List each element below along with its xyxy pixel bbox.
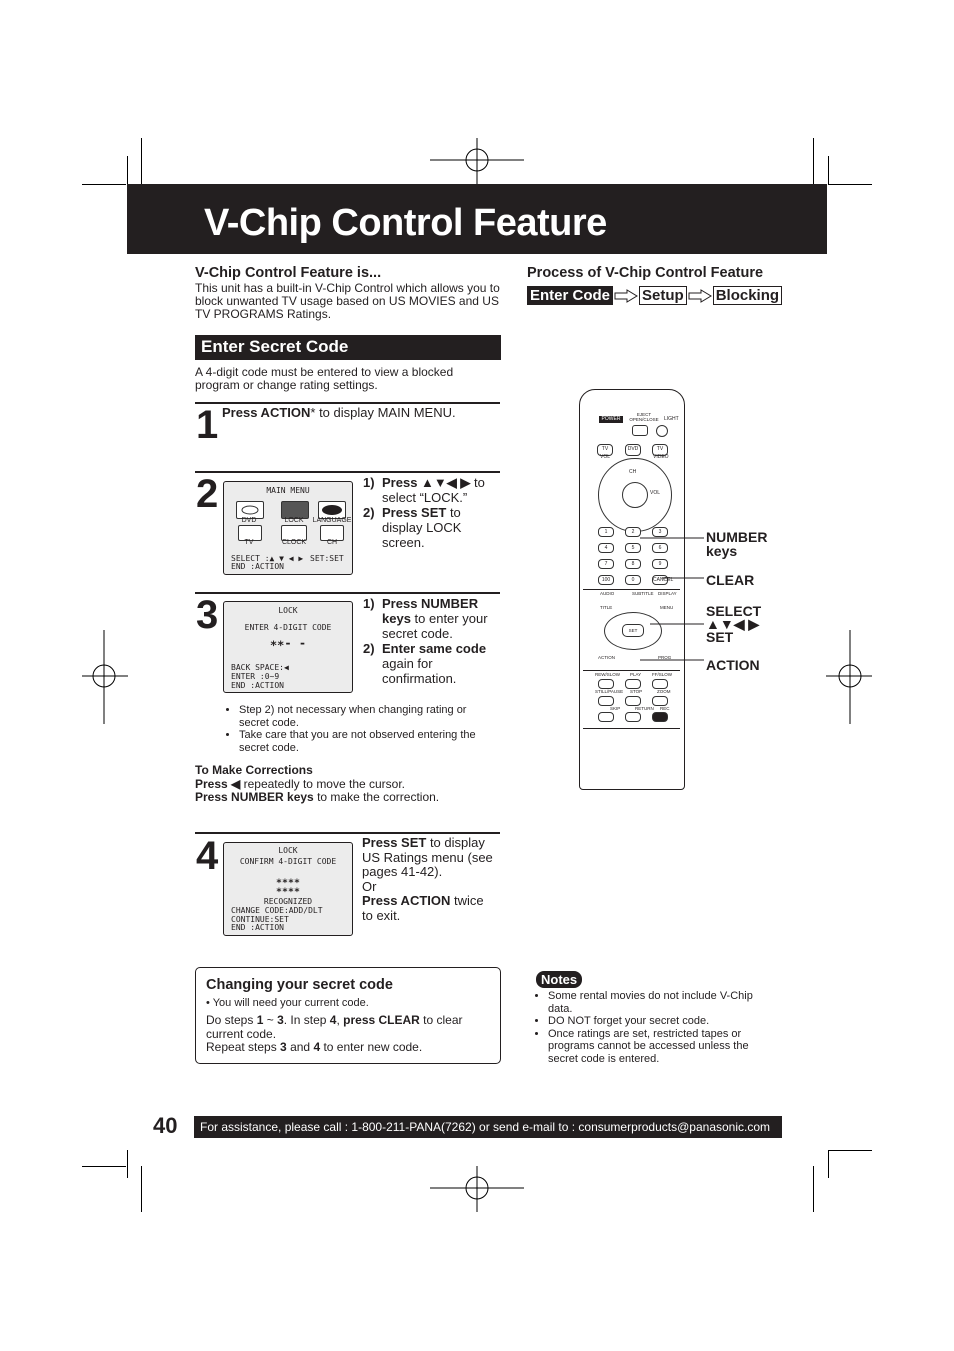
remote-audio-label: AUDIO [600, 591, 615, 596]
step-divider [195, 402, 500, 404]
play-icon [625, 679, 641, 689]
remote-label-select: SELECT [706, 603, 762, 619]
crop-mark [127, 156, 128, 184]
crop-mark [82, 1166, 126, 1167]
remote-power-key: POWER [599, 416, 623, 423]
screen-enter-code-line: ENTER 4-DIGIT CODE [244, 623, 332, 632]
crop-mark [828, 184, 872, 185]
crop-mark [127, 1150, 128, 1178]
crop-mark [82, 184, 126, 185]
step2-i2-bold: Press SET [382, 505, 447, 520]
remote-dpad-ring [598, 458, 672, 532]
step-number-3: 3 [196, 593, 219, 637]
step1-text [222, 405, 502, 420]
remote-key-6: 6 [652, 543, 668, 553]
rec-icon [652, 712, 668, 722]
screen-title: MAIN MENU [266, 486, 310, 495]
remote-menu-label: MENU [660, 605, 674, 610]
step-number-2: 2 [196, 472, 219, 516]
screen-set-line: SET:SET [310, 554, 344, 563]
remote-rew-label: REW/SLOW [595, 672, 621, 677]
remote-key-1: 1 [598, 527, 614, 537]
eject-icon [632, 425, 648, 436]
arrow-keys-icon: ▲▼◀ ▶ [706, 616, 760, 632]
step1-rest: to display MAIN MENU. [315, 405, 456, 420]
step-divider [195, 471, 500, 473]
remote-label-clear: CLEAR [706, 572, 755, 588]
remote-dvd-key: DVD [625, 444, 641, 456]
step3-i2-bold: Enter same code [382, 641, 487, 656]
changing-p1b: 1 [256, 1013, 264, 1027]
step-number-1: 1 [196, 403, 219, 447]
remote-tvvol-key: TV VOL [597, 444, 613, 456]
step1-star: * [310, 405, 316, 420]
skip-icon [598, 712, 614, 722]
rewind-icon [598, 679, 614, 689]
remote-key-8: 8 [625, 559, 641, 569]
registration-mark-left [82, 630, 128, 724]
changing-p1d: 3 [277, 1013, 284, 1027]
fast-forward-icon [652, 679, 668, 689]
step4-instructions [362, 836, 497, 924]
title-banner [127, 184, 827, 254]
screen-back-line: BACK SPACE:◀ [231, 663, 289, 672]
list-item: • Some rental movies do not include V-Chip data. [548, 990, 764, 1015]
remote-key-2: 2 [625, 527, 641, 537]
changing-p1e: . In step [283, 1013, 330, 1027]
remote-rec-label: REC [660, 706, 670, 711]
icon-label-language: LANGUAGE [312, 517, 352, 524]
step4-or: Or [362, 878, 377, 894]
icon-label-clock: CLOCK [281, 539, 307, 546]
process-step-blocking: Blocking [713, 286, 782, 305]
changing-p1f: 4 [329, 1013, 337, 1027]
stop-icon [625, 696, 641, 706]
remote-tvvideo-key: TV VIDEO [653, 446, 669, 460]
crop-mark [828, 1150, 829, 1178]
icon-label-lock: LOCK [284, 517, 304, 524]
step2-instructions [363, 475, 498, 550]
crop-mark [813, 138, 814, 184]
step2-i1-bold: Press [382, 475, 422, 490]
screen-change-line: CHANGE CODE:ADD/DLT [231, 906, 323, 915]
arrow-right-icon [613, 289, 639, 303]
page-title: V-Chip Control Feature [204, 202, 607, 244]
step4-r2: twice to exit. [362, 893, 484, 923]
remote-label-action: ACTION [706, 657, 760, 673]
remote-stop-label: STOP [630, 689, 643, 694]
changing-p1i: to clear current code. [206, 1013, 463, 1041]
remote-skip-label: SKIP [610, 706, 621, 711]
step3-i1-num: 1) [363, 596, 375, 611]
list-item: • Take care that you are not observed entering the secret code. [239, 729, 495, 754]
remote-key-7: 7 [598, 559, 614, 569]
remote-display-label: DISPLAY [658, 591, 677, 596]
remote-key-4: 4 [598, 543, 614, 553]
remote-label-set: SET [706, 629, 734, 645]
remote-play-label: PLAY [630, 672, 642, 677]
remote-set-key: SET [622, 624, 644, 637]
step2-i2-rest: to display LOCK screen. [382, 505, 462, 550]
intro-heading: V-Chip Control Feature is... [195, 265, 382, 281]
screen-code-2: ∗∗∗∗ [275, 885, 301, 896]
registration-mark-top [430, 138, 524, 184]
process-step-setup: Setup [639, 286, 687, 305]
changing-bullet: • You will need your current code. [206, 997, 369, 1009]
remote-eject-label: EJECT OPEN/CLOSE [629, 412, 659, 422]
step3-instructions [363, 596, 498, 686]
screen-end-line: END :ACTION [231, 562, 284, 571]
changing-p1h: press CLEAR [343, 1013, 420, 1027]
corrections-heading: To Make Corrections [195, 763, 313, 777]
remote-light-label: LIGHT [664, 416, 679, 422]
step3-i1-rest: to enter your secret code. [382, 611, 488, 641]
screen-select-line: SELECT :▲ ▼ ◀ ▶ [231, 554, 304, 563]
changing-p1a: Do steps [206, 1013, 257, 1027]
registration-mark-right [826, 630, 872, 724]
registration-mark-bottom [430, 1166, 524, 1212]
corrections-l2-bold: Press NUMBER keys [195, 790, 314, 804]
remote-subtitle-label: SUBTITLE [632, 591, 654, 596]
remote-zoom-label: ZOOM [657, 689, 671, 694]
zoom-icon [652, 696, 668, 706]
corrections-l2-rest: to make the correction. [313, 790, 440, 804]
pause-icon [598, 696, 614, 706]
step1-bold: Press ACTION [222, 405, 311, 420]
process-heading: Process of V-Chip Control Feature [527, 265, 764, 281]
changing-p1g: , [336, 1013, 344, 1027]
icon-label-ch: CH [326, 539, 338, 546]
remote-ffwd-label: FF/SLOW [652, 672, 672, 677]
crop-mark [828, 1150, 872, 1151]
remote-label-number-keys: NUMBER keys [706, 529, 768, 559]
screen-title: LOCK [278, 846, 298, 855]
remote-return-label: RETURN [635, 706, 654, 711]
arrow-right-icon [687, 289, 713, 303]
corrections-l1-bold: Press ◀ [195, 776, 241, 791]
notes-badge: Notes [536, 971, 582, 988]
step3-i2-num: 2) [363, 641, 375, 656]
remote-key-0: 0 [625, 575, 641, 585]
step4-b1: Press SET [362, 835, 427, 850]
changing-code-box [195, 967, 501, 1064]
main-menu-screen [223, 481, 353, 575]
step2-i2-num: 2) [363, 505, 375, 520]
step2-i1-num: 1) [363, 475, 375, 490]
step3-i1-bold: Press NUMBER keys [382, 596, 479, 626]
screen-title: LOCK [278, 606, 298, 615]
step-divider [195, 832, 500, 834]
remote-cancel-key: CANCEL [653, 577, 674, 583]
changing-heading: Changing your secret code [206, 977, 393, 993]
list-item: • DO NOT forget your secret code. [548, 1015, 764, 1028]
step-divider [195, 592, 500, 594]
changing-p2a: Repeat steps [206, 1040, 281, 1054]
remote-key-9: 9 [652, 559, 668, 569]
step4-r1: to display US Ratings menu (see pages 41-42). [362, 835, 493, 880]
step4-b2: Press ACTION [362, 893, 451, 909]
step2-i1-rest: to select “LOCK.” [382, 475, 485, 505]
screen-continue-line: CONTINUE:SET [231, 915, 289, 924]
crop-mark [141, 1166, 142, 1212]
list-item: • Step 2) not necessary when changing rating or secret code. [239, 704, 495, 729]
arrow-keys-icon: ▲▼◀ ▶ [421, 475, 471, 490]
crop-mark [813, 1166, 814, 1212]
changing-p2e: to enter new code. [320, 1040, 423, 1054]
crop-mark [141, 138, 142, 184]
changing-p2d: 4 [313, 1040, 321, 1054]
corrections-block [195, 764, 500, 805]
screen-recognized: RECOGNIZED [263, 897, 313, 906]
screen-enter-line: ENTER :0~9 [231, 672, 280, 681]
remote-ch-label: CH [629, 469, 637, 475]
corrections-l1-rest: repeatedly to move the cursor. [240, 776, 406, 791]
footer-bar: For assistance, please call : 1-800-211-PANA(7262) or send e-mail to : consumerproducts@panasonic.com [194, 1116, 782, 1138]
icon-label-dvd: DVD [241, 517, 257, 524]
secret-text: A 4-digit code must be entered to view a blocked program or change rating settings. [195, 365, 454, 392]
step3-notes [225, 704, 495, 754]
screen-code: ∗∗- - [269, 636, 307, 650]
remote-vol-label: VOL [650, 490, 661, 496]
list-item: • Once ratings are set, restricted tapes or programs cannot be accessed unless the secret code is entered. [548, 1028, 764, 1066]
page-number: 40 [153, 1113, 178, 1138]
remote-action-label: ACTION [598, 655, 616, 660]
remote-key-3: 3 [652, 527, 668, 537]
remote-still-label: STILL/PAUSE [595, 689, 624, 694]
remote-title-label: TITLE [600, 605, 613, 610]
lock-screen [223, 601, 353, 693]
step3-i2-rest: again for confirmation. [382, 656, 457, 686]
return-icon [625, 712, 641, 722]
crop-mark [828, 156, 829, 184]
process-flow [527, 286, 782, 305]
step-number-4: 4 [196, 834, 219, 878]
intro-text: This unit has a built-in V-Chip Control which allows you to block unwanted TV usage based on US MOVIES and US TV PROGRAMS Ratings. [195, 281, 500, 321]
changing-p1c: ~ [263, 1013, 278, 1027]
changing-p2c: and [286, 1040, 314, 1054]
light-icon [656, 425, 668, 437]
notes-list [534, 990, 764, 1065]
screen-end-line: END :ACTION [231, 681, 284, 690]
section-heading-enter-secret-code: Enter Secret Code [195, 335, 501, 360]
process-step-enter-code: Enter Code [527, 286, 613, 305]
remote-key-5: 5 [625, 543, 641, 553]
screen-end-line: END :ACTION [231, 923, 284, 932]
changing-p2b: 3 [280, 1040, 287, 1054]
remote-key-100: 100 [598, 575, 614, 585]
changing-text [206, 1014, 491, 1055]
remote-prog-label: PROG [658, 655, 672, 660]
confirm-lock-screen [223, 842, 353, 936]
screen-code-1: ∗∗∗∗ [275, 876, 301, 887]
screen-confirm-line: CONFIRM 4-DIGIT CODE [239, 857, 337, 866]
icon-label-tv: TV [244, 539, 254, 546]
callout-lines [640, 530, 706, 670]
